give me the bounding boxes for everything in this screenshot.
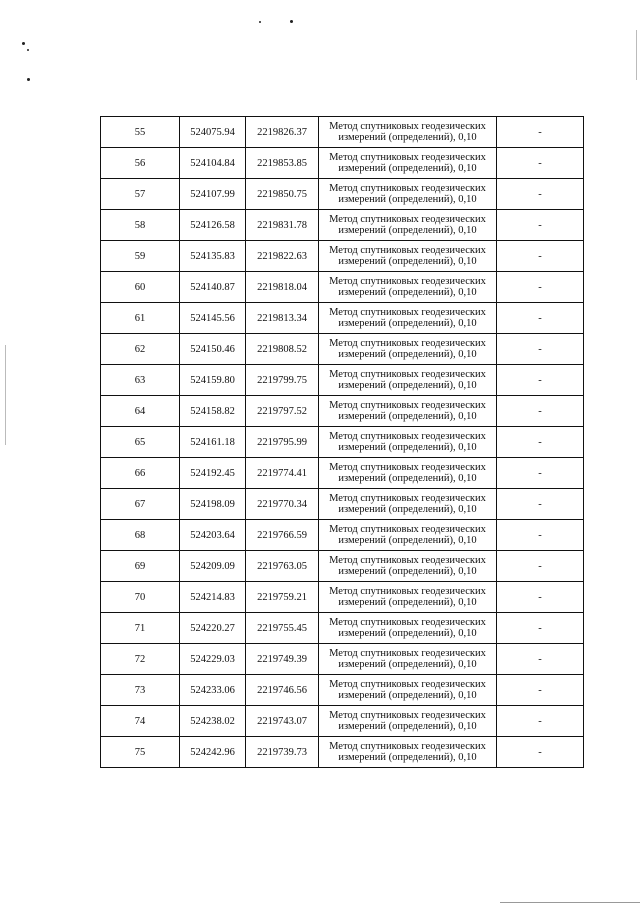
method-cell: Метод спутниковых геодезических измерений (определений), 0,10 xyxy=(319,427,497,458)
y-coordinate-cell: 2219746.56 xyxy=(246,675,319,706)
table-row xyxy=(101,148,584,179)
y-coordinate-cell: 2219813.34 xyxy=(246,303,319,334)
table-row xyxy=(101,520,584,551)
point-number-cell: 73 xyxy=(101,675,180,706)
coordinates-table xyxy=(100,116,584,768)
description-cell: - xyxy=(497,148,584,179)
y-coordinate-cell: 2219850.75 xyxy=(246,179,319,210)
description-cell: - xyxy=(497,706,584,737)
table-row xyxy=(101,551,584,582)
method-cell: Метод спутниковых геодезических измерений (определений), 0,10 xyxy=(319,644,497,675)
scan-edge-line xyxy=(636,30,637,80)
scan-edge-line xyxy=(5,345,6,445)
x-coordinate-cell: 524158.82 xyxy=(180,396,246,427)
y-coordinate-cell: 2219766.59 xyxy=(246,520,319,551)
description-cell: - xyxy=(497,551,584,582)
point-number-cell: 58 xyxy=(101,210,180,241)
table-row xyxy=(101,303,584,334)
method-cell: Метод спутниковых геодезических измерений (определений), 0,10 xyxy=(319,551,497,582)
description-cell: - xyxy=(497,520,584,551)
table-row xyxy=(101,334,584,365)
y-coordinate-cell: 2219797.52 xyxy=(246,396,319,427)
x-coordinate-cell: 524192.45 xyxy=(180,458,246,489)
coordinates-table-body xyxy=(101,117,584,768)
table-row xyxy=(101,272,584,303)
description-cell: - xyxy=(497,303,584,334)
point-number-cell: 65 xyxy=(101,427,180,458)
table-row xyxy=(101,117,584,148)
y-coordinate-cell: 2219739.73 xyxy=(246,737,319,768)
y-coordinate-cell: 2219822.63 xyxy=(246,241,319,272)
method-cell: Метод спутниковых геодезических измерений (определений), 0,10 xyxy=(319,613,497,644)
x-coordinate-cell: 524214.83 xyxy=(180,582,246,613)
y-coordinate-cell: 2219755.45 xyxy=(246,613,319,644)
x-coordinate-cell: 524150.46 xyxy=(180,334,246,365)
x-coordinate-cell: 524238.02 xyxy=(180,706,246,737)
table-row xyxy=(101,210,584,241)
point-number-cell: 68 xyxy=(101,520,180,551)
description-cell: - xyxy=(497,737,584,768)
y-coordinate-cell: 2219808.52 xyxy=(246,334,319,365)
scan-speck xyxy=(27,49,29,51)
table-row xyxy=(101,489,584,520)
scan-speck xyxy=(22,42,25,45)
method-cell: Метод спутниковых геодезических измерений (определений), 0,10 xyxy=(319,396,497,427)
point-number-cell: 63 xyxy=(101,365,180,396)
point-number-cell: 59 xyxy=(101,241,180,272)
method-cell: Метод спутниковых геодезических измерений (определений), 0,10 xyxy=(319,706,497,737)
point-number-cell: 71 xyxy=(101,613,180,644)
method-cell: Метод спутниковых геодезических измерений (определений), 0,10 xyxy=(319,458,497,489)
point-number-cell: 64 xyxy=(101,396,180,427)
scan-speck xyxy=(27,78,30,81)
description-cell: - xyxy=(497,365,584,396)
method-cell: Метод спутниковых геодезических измерений (определений), 0,10 xyxy=(319,148,497,179)
table-row xyxy=(101,458,584,489)
table-row xyxy=(101,613,584,644)
table-row xyxy=(101,365,584,396)
table-row xyxy=(101,179,584,210)
method-cell: Метод спутниковых геодезических измерений (определений), 0,10 xyxy=(319,210,497,241)
point-number-cell: 72 xyxy=(101,644,180,675)
point-number-cell: 60 xyxy=(101,272,180,303)
table-row xyxy=(101,737,584,768)
method-cell: Метод спутниковых геодезических измерений (определений), 0,10 xyxy=(319,241,497,272)
point-number-cell: 70 xyxy=(101,582,180,613)
description-cell: - xyxy=(497,117,584,148)
x-coordinate-cell: 524135.83 xyxy=(180,241,246,272)
method-cell: Метод спутниковых геодезических измерений (определений), 0,10 xyxy=(319,582,497,613)
x-coordinate-cell: 524161.18 xyxy=(180,427,246,458)
point-number-cell: 69 xyxy=(101,551,180,582)
x-coordinate-cell: 524233.06 xyxy=(180,675,246,706)
table-row xyxy=(101,396,584,427)
y-coordinate-cell: 2219826.37 xyxy=(246,117,319,148)
y-coordinate-cell: 2219853.85 xyxy=(246,148,319,179)
x-coordinate-cell: 524203.64 xyxy=(180,520,246,551)
x-coordinate-cell: 524229.03 xyxy=(180,644,246,675)
x-coordinate-cell: 524104.84 xyxy=(180,148,246,179)
x-coordinate-cell: 524242.96 xyxy=(180,737,246,768)
point-number-cell: 67 xyxy=(101,489,180,520)
description-cell: - xyxy=(497,644,584,675)
y-coordinate-cell: 2219831.78 xyxy=(246,210,319,241)
point-number-cell: 74 xyxy=(101,706,180,737)
table-row xyxy=(101,582,584,613)
description-cell: - xyxy=(497,675,584,706)
point-number-cell: 75 xyxy=(101,737,180,768)
point-number-cell: 57 xyxy=(101,179,180,210)
table-row xyxy=(101,706,584,737)
method-cell: Метод спутниковых геодезических измерений (определений), 0,10 xyxy=(319,272,497,303)
y-coordinate-cell: 2219770.34 xyxy=(246,489,319,520)
y-coordinate-cell: 2219774.41 xyxy=(246,458,319,489)
method-cell: Метод спутниковых геодезических измерений (определений), 0,10 xyxy=(319,334,497,365)
y-coordinate-cell: 2219743.07 xyxy=(246,706,319,737)
description-cell: - xyxy=(497,396,584,427)
description-cell: - xyxy=(497,334,584,365)
y-coordinate-cell: 2219759.21 xyxy=(246,582,319,613)
method-cell: Метод спутниковых геодезических измерений (определений), 0,10 xyxy=(319,675,497,706)
method-cell: Метод спутниковых геодезических измерений (определений), 0,10 xyxy=(319,737,497,768)
description-cell: - xyxy=(497,427,584,458)
description-cell: - xyxy=(497,458,584,489)
point-number-cell: 56 xyxy=(101,148,180,179)
scan-speck xyxy=(259,21,261,23)
point-number-cell: 55 xyxy=(101,117,180,148)
x-coordinate-cell: 524140.87 xyxy=(180,272,246,303)
description-cell: - xyxy=(497,210,584,241)
description-cell: - xyxy=(497,582,584,613)
x-coordinate-cell: 524220.27 xyxy=(180,613,246,644)
method-cell: Метод спутниковых геодезических измерений (определений), 0,10 xyxy=(319,303,497,334)
x-coordinate-cell: 524075.94 xyxy=(180,117,246,148)
y-coordinate-cell: 2219818.04 xyxy=(246,272,319,303)
x-coordinate-cell: 524145.56 xyxy=(180,303,246,334)
y-coordinate-cell: 2219763.05 xyxy=(246,551,319,582)
point-number-cell: 66 xyxy=(101,458,180,489)
description-cell: - xyxy=(497,489,584,520)
method-cell: Метод спутниковых геодезических измерений (определений), 0,10 xyxy=(319,179,497,210)
scan-speck xyxy=(290,20,293,23)
x-coordinate-cell: 524198.09 xyxy=(180,489,246,520)
y-coordinate-cell: 2219749.39 xyxy=(246,644,319,675)
method-cell: Метод спутниковых геодезических измерений (определений), 0,10 xyxy=(319,365,497,396)
method-cell: Метод спутниковых геодезических измерений (определений), 0,10 xyxy=(319,520,497,551)
description-cell: - xyxy=(497,241,584,272)
point-number-cell: 62 xyxy=(101,334,180,365)
x-coordinate-cell: 524107.99 xyxy=(180,179,246,210)
method-cell: Метод спутниковых геодезических измерений (определений), 0,10 xyxy=(319,489,497,520)
x-coordinate-cell: 524159.80 xyxy=(180,365,246,396)
description-cell: - xyxy=(497,179,584,210)
point-number-cell: 61 xyxy=(101,303,180,334)
x-coordinate-cell: 524126.58 xyxy=(180,210,246,241)
x-coordinate-cell: 524209.09 xyxy=(180,551,246,582)
table-row xyxy=(101,644,584,675)
table-row xyxy=(101,675,584,706)
table-row xyxy=(101,427,584,458)
method-cell: Метод спутниковых геодезических измерений (определений), 0,10 xyxy=(319,117,497,148)
y-coordinate-cell: 2219799.75 xyxy=(246,365,319,396)
y-coordinate-cell: 2219795.99 xyxy=(246,427,319,458)
description-cell: - xyxy=(497,272,584,303)
table-row xyxy=(101,241,584,272)
scan-edge-line xyxy=(500,902,640,903)
description-cell: - xyxy=(497,613,584,644)
